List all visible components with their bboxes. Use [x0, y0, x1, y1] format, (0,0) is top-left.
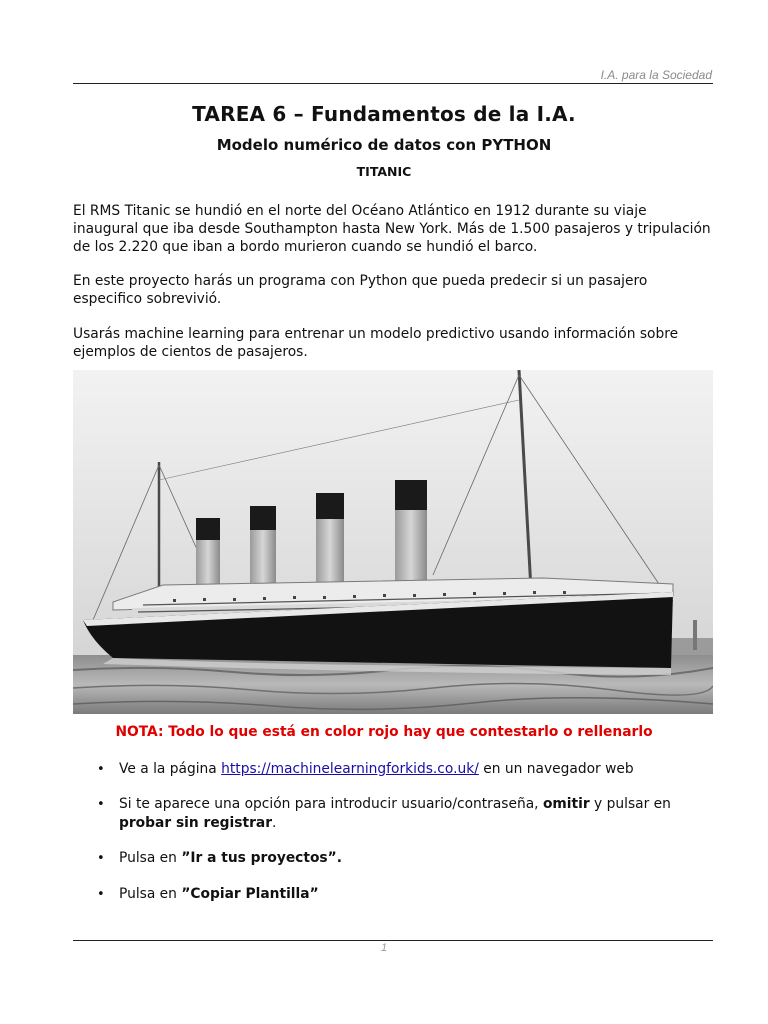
- red-note: NOTA: Todo lo que está en color rojo hay que contestarlo o rellenarlo: [115, 724, 653, 740]
- footer-divider: [73, 940, 713, 941]
- step-bold-proyectos: ”Ir a tus proyectos”.: [181, 850, 342, 866]
- list-item: [73, 760, 713, 779]
- list-item: [73, 849, 713, 868]
- instruction-list: [73, 760, 713, 904]
- project-paragraph: En este proyecto harás un programa con Python que pueda predecir si un pasajero especifico sobrevivió.: [73, 273, 648, 307]
- running-header: I.A. para la Sociedad: [600, 68, 712, 82]
- step-text: Pulsa en: [119, 850, 182, 866]
- step-text: y pulsar en: [589, 796, 671, 812]
- section-label: TITANIC: [356, 164, 412, 179]
- ml-paragraph: Usarás machine learning para entrenar un modelo predictivo usando información sobre ejemplos de cientos de pasajeros.: [73, 326, 679, 360]
- document-subtitle: Modelo numérico de datos con PYTHON: [216, 136, 552, 154]
- step-text: Ve a la página: [119, 761, 222, 777]
- list-item: [73, 795, 713, 833]
- document-title: TAREA 6 – Fundamentos de la I.A.: [192, 102, 576, 126]
- step-text: .: [272, 815, 277, 831]
- list-item: [73, 885, 713, 904]
- page-number: 1: [380, 942, 388, 954]
- step-text: Si te aparece una opción para introducir usuario/contraseña,: [119, 796, 543, 812]
- bullet-icon: •: [97, 762, 105, 777]
- titanic-photo: [73, 370, 713, 714]
- step-text: Pulsa en: [119, 886, 182, 902]
- step-text: en un navegador web: [478, 761, 634, 777]
- intro-paragraph: El RMS Titanic se hundió en el norte del Océano Atlántico en 1912 durante su viaje inaugural que iba desde Southampton hasta New York. Más de 1.500 pasajeros y tripulación de los 2.220 que iban a bordo murieron cuando se hundió el barco.: [73, 203, 711, 255]
- step-bold-plantilla: ”Copiar Plantilla”: [181, 886, 319, 902]
- step-bold-omitir: omitir: [542, 796, 590, 812]
- bullet-icon: •: [97, 887, 105, 902]
- machinelearningforkids-link[interactable]: https://machinelearningforkids.co.uk/: [221, 761, 479, 777]
- bullet-icon: •: [97, 851, 105, 866]
- step-bold-probar: probar sin registrar: [119, 815, 273, 831]
- header-divider: [73, 83, 713, 84]
- bullet-icon: •: [97, 797, 105, 812]
- titanic-illustration: [73, 370, 713, 714]
